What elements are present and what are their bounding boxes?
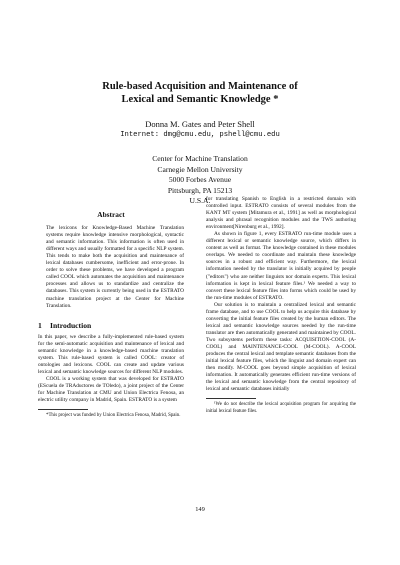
section-heading — [38, 322, 184, 329]
title-block — [40, 80, 360, 207]
affiliation-line: Carnegie Mellon University — [157, 164, 243, 174]
affiliation-line: U.S.A. — [189, 196, 211, 205]
footnote-rule — [206, 398, 256, 399]
right-paragraph-1: for translating Spanish to English in a restricted domain with controlled input. ESTRATO consists of several modules from the KANT MT system [Mitamura et al., 1991] as well as morphological analysis and phrasal recognition modules and the TWS authoring environment[Nirenburg et al., 1992]. — [206, 196, 356, 231]
left-column — [38, 196, 184, 419]
footnote-rule — [38, 409, 88, 410]
intro-paragraph-2: COOL is a working system that was developed for ESTRATO (EScuela de TRAductores de TOledo), a joint project of the Center for Machine Translation at CMU and Union Electrica Fenosa, an electric utility company in Madrid, Spain. ESTRATO is a system — [38, 375, 184, 404]
affiliation-line: 5000 Forbes Avenue — [168, 175, 232, 184]
abstract-text: The lexicons for Knowledge-Based Machine Translation systems require knowledge intensive morphological, syntactic and semantic information. This information is often used in different ways and usually formatted for a specific NLP system. This tends to make both the acquisition and maintenance of lexical databases cumbersome, inefficient and error-prone. In order to solve these problems, we have developed a program called COOL which automates the acquisition and maintenance processes and allows us to standardize and centralize the databases. This system is currently being used in the ESTRATO machine translation project at the Center for Machine Translation. — [46, 225, 184, 309]
title-line-1: Rule-based Acquisition and Maintenance of — [102, 81, 298, 92]
affiliation-line: Center for Machine Translation — [152, 154, 248, 163]
footnote-left: *This project was funded by Union Electrica Fenosa, Madrid, Spain. — [46, 413, 181, 419]
abstract-heading: Abstract — [97, 210, 125, 219]
paper-title — [40, 80, 360, 106]
page-number: 149 — [195, 506, 205, 513]
affiliation-line: Pittsburgh, PA 15213 — [167, 185, 233, 195]
intro-paragraph-1: In this paper, we describe a fully-implemented rule-based system for the semi-automatic acquisition and maintenance of lexical and semantic knowledge in a knowledge-based machine translation system. This rule-based system is called COOL: creator of ontologies and lexicons. COOL can create and update various lexical and semantic knowledge sources for different NLP modules. — [38, 333, 184, 375]
right-paragraph-3: Our solution is to maintain a centralized lexical and semantic frame database, and to use COOL to help us acquire this database by converting the initial feature files created by the human editors. The lexical and semantic knowledge sources needed by the run-time translator are then automatically generated and maintained by COOL. Two subsystems perform these tasks: ACQUISITION-COOL (A-COOL) and MAINTENANCE-COOL (M-COOL). A-COOL produces the central lexical and template semantic databases from the initial lexical feature files, which the linguist and domain expert can then modify. M-COOL goes beyond simple acquisition of lexical information. It automatically generates efficient run-time versions of the lexical and semantic knowledge from the central repository of lexical and semantic databases initially — [206, 301, 356, 393]
section-title: Introduction — [50, 320, 92, 330]
footnote-right: ¹We do not describe the lexical acquisition program for acquiring the initial lexical feature files. — [206, 402, 356, 414]
author-email: Internet: dmg@cmu.edu, pshell@cmu.edu — [120, 131, 280, 139]
right-paragraph-2: As shown in figure 1, every ESTRATO run-time module uses a different lexical or semantic knowledge source, which differs in content as well as format. The knowledge contained in these modules overlaps. We needed to coordinate and maintain these knowledge sources in a robust and efficient way. Furthermore, the lexical information needed by the translator is initially acquired by people ("editors") who are neither linguists nor domain experts. This lexical information is kept in lexical feature files.¹ We needed a way to convert these lexical feature files into forms which could be used by the run-time modules of ESTRATO. — [206, 231, 356, 301]
section-number: 1 — [38, 320, 42, 330]
right-column — [206, 196, 356, 415]
authors: Donna M. Gates and Peter Shell — [145, 119, 255, 129]
title-line-2: Lexical and Semantic Knowledge * — [121, 94, 279, 105]
